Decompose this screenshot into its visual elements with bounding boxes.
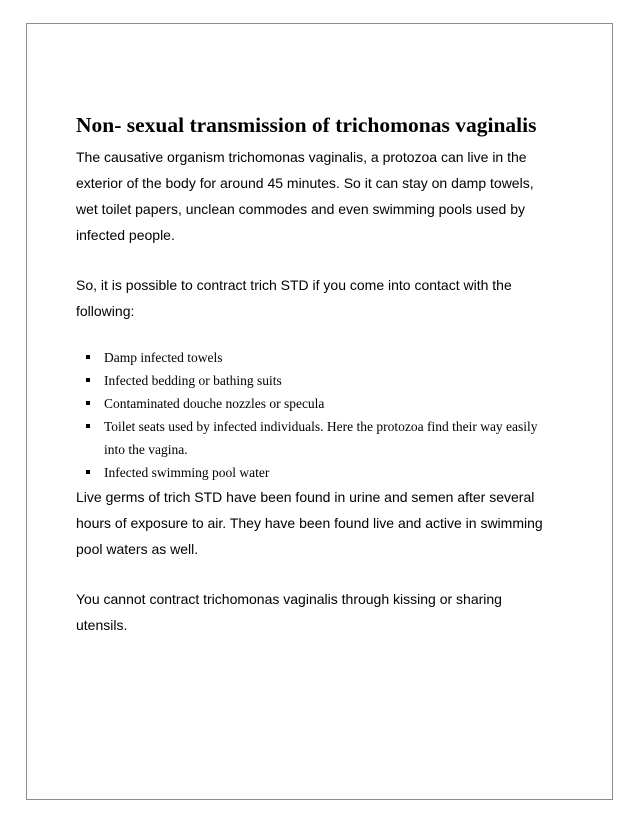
list-item [104,461,546,484]
square-bullet-icon [86,470,90,474]
kissing-paragraph: You cannot contract trichomonas vaginalis through kissing or sharing utensils. [76,591,502,633]
square-bullet-icon [86,378,90,382]
list-item-text: Toilet seats used by infected individuals. Here the protozoa find their way easily into the vagina. [104,419,538,457]
list-item-text: Contaminated douche nozzles or specula [104,396,325,411]
page-title: Non- sexual transmission of trichomonas vaginalis [76,113,537,137]
page-content [76,110,546,638]
document-page [26,23,613,800]
transmission-list [76,346,546,484]
square-bullet-icon [86,424,90,428]
list-item [104,415,546,461]
list-item-text: Damp infected towels [104,350,223,365]
square-bullet-icon [86,355,90,359]
list-item-text: Infected swimming pool water [104,465,270,480]
list-item [104,346,546,369]
intro-paragraph: The causative organism trichomonas vaginalis, a protozoa can live in the exterior of the body for around 45 minutes. So it can stay on damp towels, wet toilet papers, unclean commodes and even swimming pools used by infected people. [76,149,534,243]
contact-paragraph: So, it is possible to contract trich STD if you come into contact with the following: [76,277,512,319]
list-item-text: Infected bedding or bathing suits [104,373,282,388]
live-germs-paragraph: Live germs of trich STD have been found in urine and semen after several hours of exposure to air. They have been found live and active in swimming pool waters as well. [76,489,543,557]
square-bullet-icon [86,401,90,405]
list-item [104,392,546,415]
list-item [104,369,546,392]
